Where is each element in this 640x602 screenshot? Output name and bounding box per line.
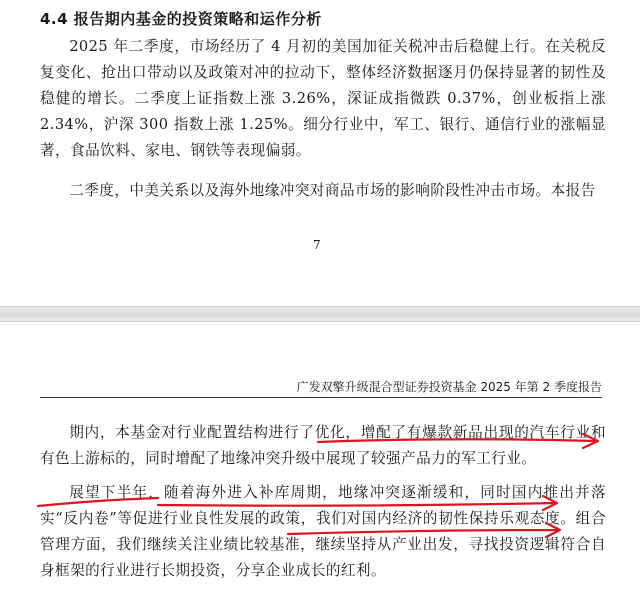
paragraph-allocation: 期内，本基金对行业配置结构进行了优化，增配了有爆款新品出现的汽车行业和有色上游标的，同时增配了地缘冲突升级中展现了较强产品力的军工行业。 — [40, 424, 606, 467]
header-rule — [40, 397, 602, 398]
document-page-bottom — [0, 322, 640, 602]
section-heading: 4.4 报告期内基金的投资策略和运作分析 — [40, 10, 322, 28]
page-separator — [0, 306, 640, 322]
page-number: 7 — [313, 238, 321, 252]
running-header: 广发双擎升级混合型证券投资基金 2025 年第 2 季度报告 — [296, 380, 602, 394]
paragraph-outlook: 展望下半年，随着海外进入补库周期，地缘冲突逐渐缓和，同时国内推出并落实“反内卷”等促进行业良性发展的政策，我们对国内经济的韧性保持乐观态度。组合管理方面，我们继续关注业绩比较基准，继续坚持从产业出发，寻找投资逻辑符合自身框架的行业进行长期投资，分享企业成长的红利。 — [40, 484, 606, 579]
paragraph-sino-us-relations: 二季度，中美关系以及海外地缘冲突对商品市场的影响阶段性冲击市场。本报告 — [69, 182, 596, 199]
paragraph-market-review: 2025 年二季度，市场经历了 4 月初的美国加征关税冲击后稳健上行。在关税反复变化、抢出口带动以及政策对冲的拉动下，整体经济数据逐月仍保持显著的韧性及稳健的增长。二季度上证指数上涨 3.26%，深证成指微跌 0.37%，创业板指上涨 2.34%，沪深 300 指数上涨 1.25%。细分行业中，军工、银行、通信行业的涨幅显著，食品饮料、家电、钢铁等表现偏弱。 — [40, 38, 606, 159]
